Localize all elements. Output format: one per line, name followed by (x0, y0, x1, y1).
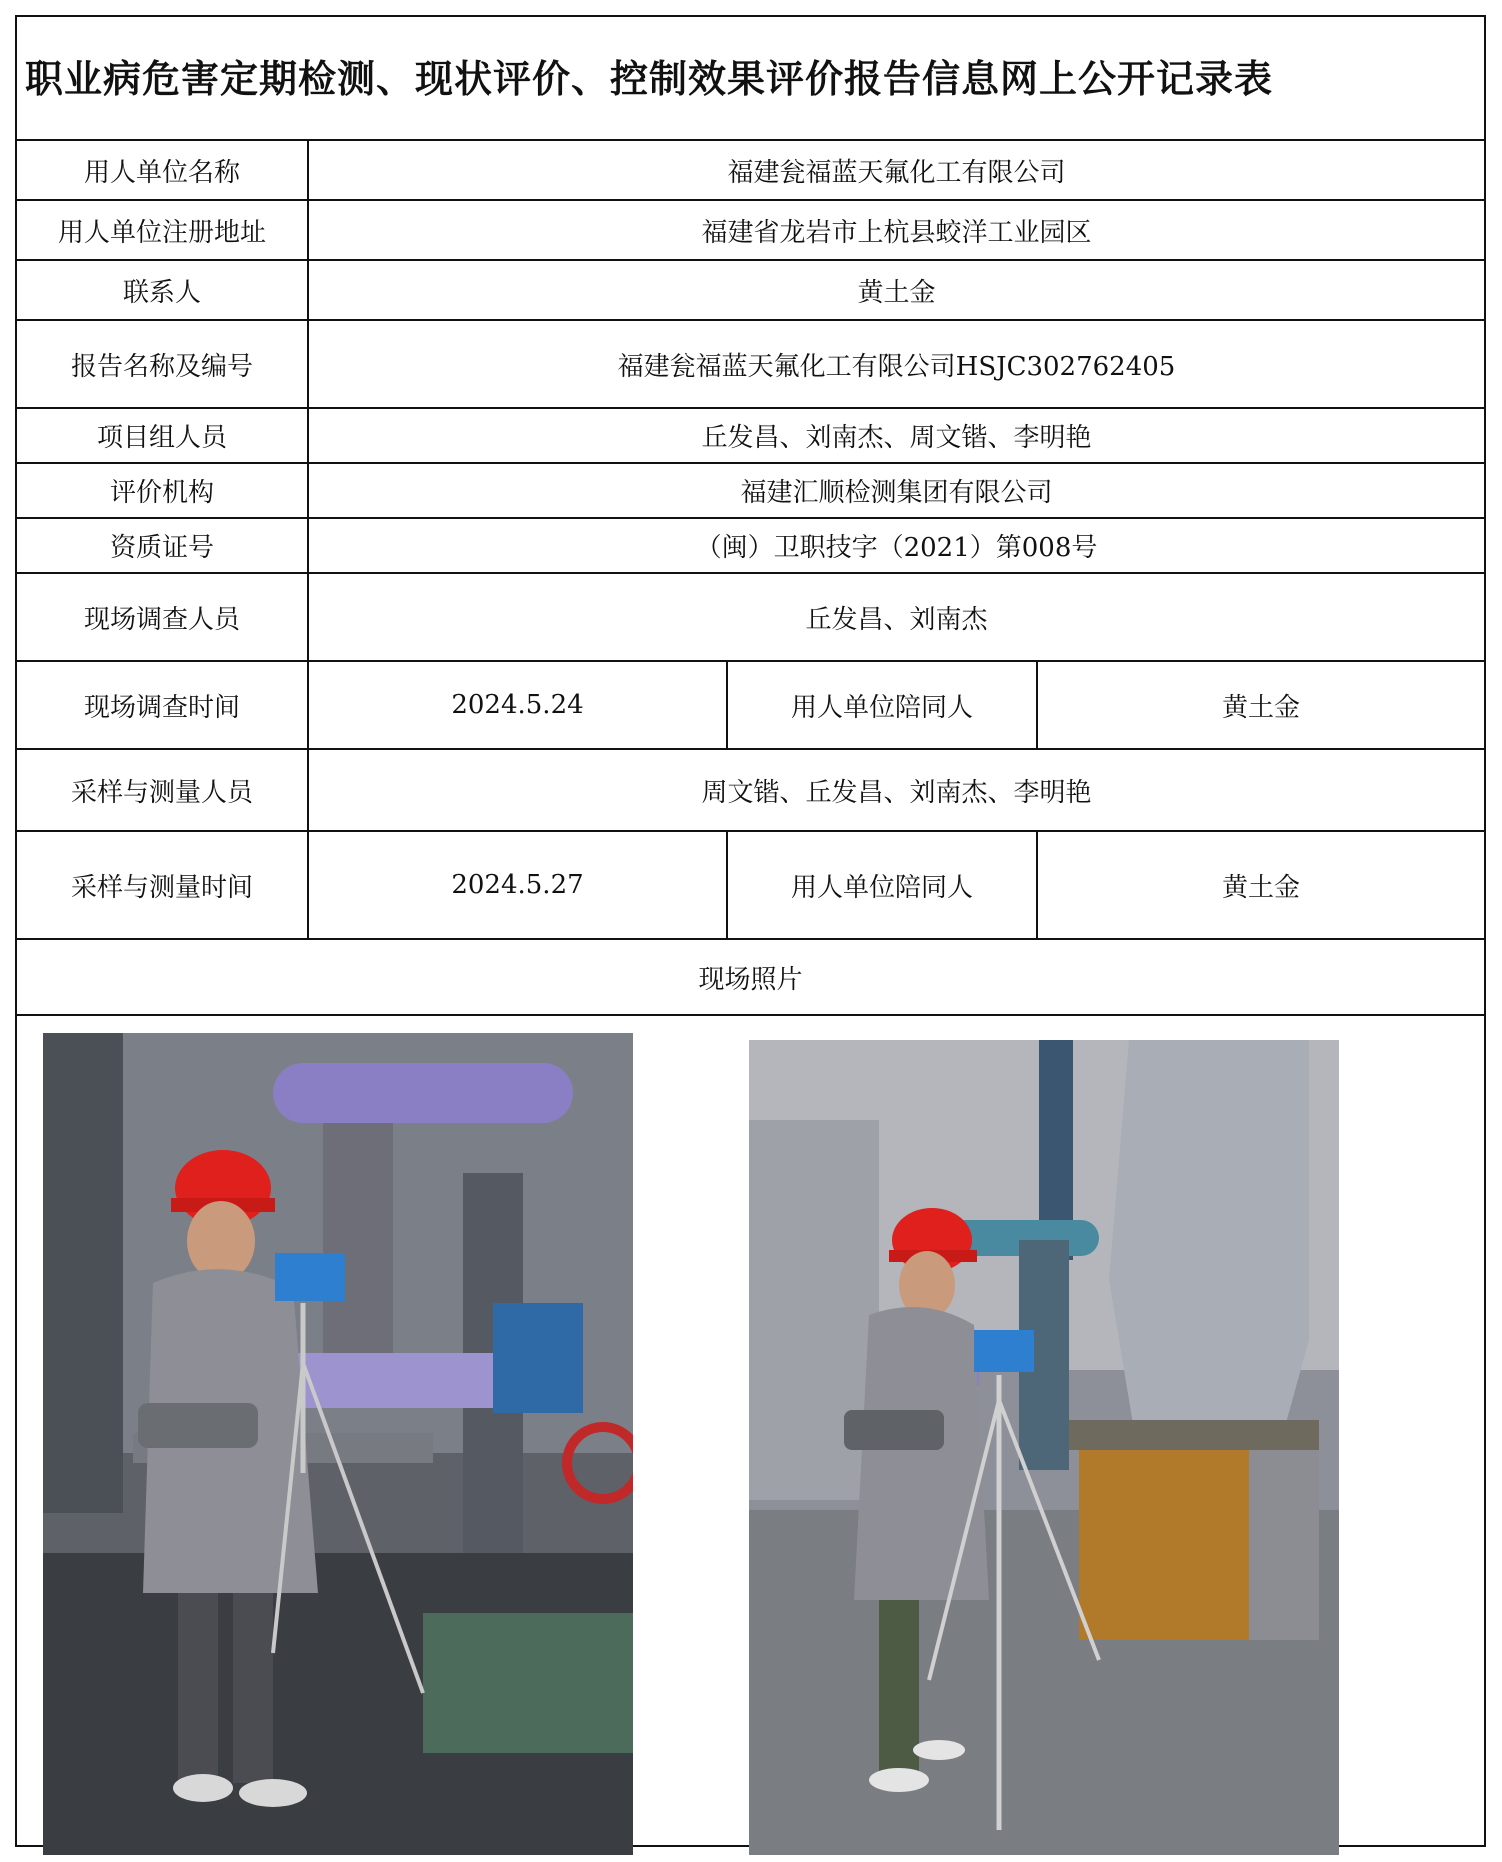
survey-time-value: 2024.5.24 (309, 662, 728, 748)
team-label: 项目组人员 (17, 409, 309, 462)
survey-companion-label: 用人单位陪同人 (728, 662, 1038, 748)
row-survey-staff (17, 574, 1484, 662)
row-team (17, 409, 1484, 464)
sampling-time-label: 采样与测量时间 (17, 832, 309, 938)
site-photo-2-image (749, 1040, 1339, 1855)
site-photo-1 (43, 1033, 633, 1855)
row-survey-time (17, 662, 1484, 750)
record-sheet (15, 15, 1486, 1847)
row-address (17, 201, 1484, 261)
page-title: 职业病危害定期检测、现状评价、控制效果评价报告信息网上公开记录表 (17, 17, 1484, 141)
site-photo-2 (749, 1040, 1339, 1855)
site-photo-1-image (43, 1033, 633, 1855)
sampling-staff-label: 采样与测量人员 (17, 750, 309, 830)
license-value: （闽）卫职技字（2021）第008号 (695, 533, 1098, 563)
row-sampling-time (17, 832, 1484, 940)
row-agency (17, 464, 1484, 519)
agency-value: 福建汇顺检测集团有限公司 (740, 478, 1053, 508)
row-photos-header (17, 940, 1484, 1016)
license-label: 资质证号 (17, 519, 309, 572)
contact-label: 联系人 (17, 261, 309, 319)
team-value: 丘发昌、刘南杰、周文锴、李明艳 (701, 423, 1092, 453)
sampling-companion-label: 用人单位陪同人 (728, 832, 1038, 938)
report-label: 报告名称及编号 (17, 321, 309, 407)
row-company-name (17, 141, 1484, 201)
photos-label: 现场照片 (698, 964, 803, 995)
sampling-staff-value: 周文锴、丘发昌、刘南杰、李明艳 (701, 777, 1092, 808)
sampling-time-value: 2024.5.27 (309, 832, 728, 938)
report-value: 福建瓮福蓝天氟化工有限公司HSJC302762405 (617, 351, 1176, 382)
address-label: 用人单位注册地址 (17, 201, 309, 259)
survey-companion-value: 黄土金 (1221, 692, 1300, 723)
row-contact (17, 261, 1484, 321)
row-license (17, 519, 1484, 574)
survey-staff-label: 现场调查人员 (17, 574, 309, 660)
survey-time-label: 现场调查时间 (17, 662, 309, 748)
row-sampling-staff (17, 750, 1484, 832)
agency-label: 评价机构 (17, 464, 309, 517)
row-report (17, 321, 1484, 409)
company-name-label: 用人单位名称 (17, 141, 309, 199)
contact-value: 黄土金 (857, 277, 936, 308)
sampling-companion-value: 黄土金 (1221, 872, 1300, 903)
address-value: 福建省龙岩市上杭县蛟洋工业园区 (701, 217, 1092, 248)
company-name-value: 福建瓮福蓝天氟化工有限公司 (727, 157, 1066, 188)
survey-staff-value: 丘发昌、刘南杰 (805, 604, 988, 635)
